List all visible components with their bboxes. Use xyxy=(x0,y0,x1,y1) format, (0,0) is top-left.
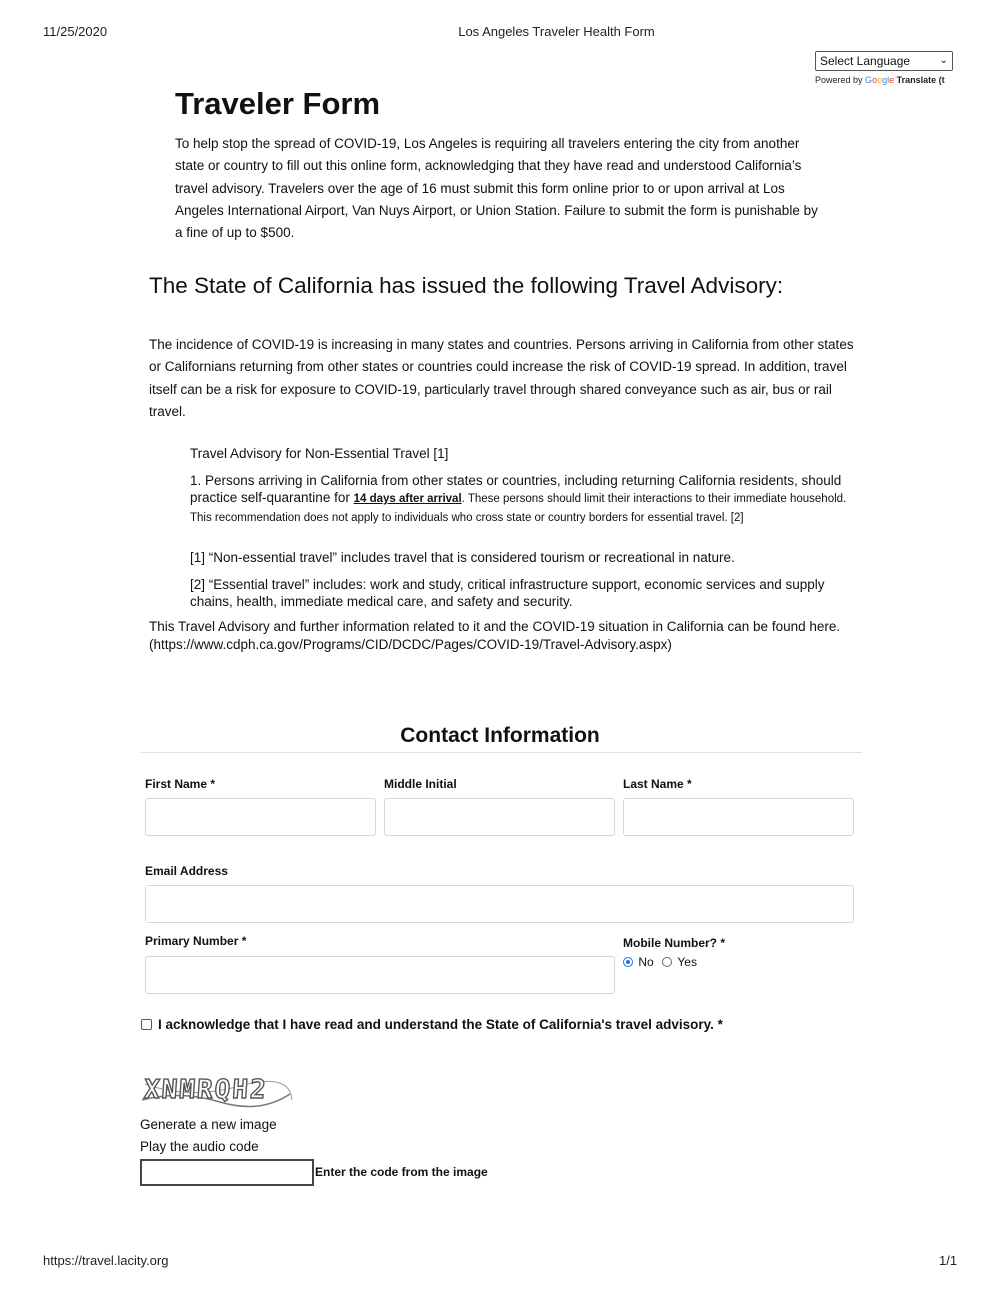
advisory-item-1-part1: 1. Persons arriving in California from other states or countries, including returning California residents, should practice self-quarantine for xyxy=(190,473,842,505)
first-name-input[interactable] xyxy=(145,798,376,836)
print-date: 11/25/2020 xyxy=(43,24,108,39)
acknowledge-checkbox[interactable] xyxy=(141,1019,152,1030)
chevron-down-icon: ⌄ xyxy=(939,55,948,66)
advisory-paragraph: The incidence of COVID-19 is increasing in many states and countries. Persons arriving in California from other states or Californians returning from other states or countries could increase the risk of COVID-19 spread. In addition, travel itself can be a risk for exposure to COVID-19, particularly travel through shared conveyance such as air, bus or rail travel. xyxy=(149,337,854,419)
email-label: Email Address xyxy=(145,864,228,878)
mobile-no-radio[interactable] xyxy=(623,957,633,967)
advisory-item-1-part2: . These persons should limit their interactions to their immediate household. This recommendation does not apply to individuals who cross state or country borders for essential travel. [2] xyxy=(190,493,847,524)
contact-heading: Contact Information xyxy=(400,724,600,747)
page-title: Traveler Form xyxy=(175,86,381,121)
intro-paragraph: To help stop the spread of COVID-19, Los Angeles is requiring all travelers entering the city from another state or country to fill out this online form, acknowledging that they have read and understood California’s travel advisory. Travelers over the age of 16 must submit this form online prior to or upon arrival at Los Angeles International Airport, Van Nuys Airport, or Union Station. Failure to submit the form is punishable by a fine of up to $500. xyxy=(175,136,818,241)
advisory-more-info: This Travel Advisory and further information related to it and the COVID-19 situation in California can be found here. (https://www.cdph.ca.gov/Programs/CID/DCDC/Pages/COVID-19/Travel-Advisory.aspx) xyxy=(149,619,841,652)
section-divider xyxy=(140,752,862,753)
mobile-no-label: No xyxy=(638,955,654,969)
print-url: https://travel.lacity.org xyxy=(43,1253,169,1268)
middle-initial-input[interactable] xyxy=(384,798,615,836)
captcha-image xyxy=(140,1070,295,1114)
advisory-item-1 xyxy=(190,472,855,527)
captcha-input-label: Enter the code from the image xyxy=(315,1165,488,1179)
first-name-label: First Name * xyxy=(145,777,216,791)
google-logo-icon: Google xyxy=(865,75,895,85)
generate-new-image-link[interactable]: Generate a new image xyxy=(140,1117,277,1132)
print-page-number: 1/1 xyxy=(939,1253,958,1268)
last-name-label: Last Name * xyxy=(623,777,692,791)
powered-by-google xyxy=(815,75,945,85)
powered-by-label: Powered by xyxy=(815,75,863,85)
acknowledge-label: I acknowledge that I have read and understand the State of California's travel advisory. * xyxy=(158,1017,723,1032)
language-select-label: Select Language xyxy=(820,54,911,68)
middle-initial-label: Middle Initial xyxy=(384,777,457,791)
play-audio-link[interactable]: Play the audio code xyxy=(140,1139,259,1154)
mobile-options xyxy=(623,955,697,969)
mobile-number-label: Mobile Number? * xyxy=(623,936,726,950)
language-select[interactable] xyxy=(815,51,953,71)
advisory-note-2: [2] “Essential travel” includes: work and study, critical infrastructure support, economic services and supply chains, health, immediate medical care, and safety and security. xyxy=(190,577,825,609)
captcha-input[interactable] xyxy=(140,1159,314,1186)
quarantine-period: 14 days after arrival xyxy=(353,493,462,505)
advisory-subheading: Travel Advisory for Non-Essential Travel [1] xyxy=(190,446,449,461)
print-page-title: Los Angeles Traveler Health Form xyxy=(458,24,655,39)
email-input[interactable] xyxy=(145,885,854,923)
advisory-heading: The State of California has issued the following Travel Advisory: xyxy=(149,273,784,298)
captcha-code: XNMRQH2 xyxy=(142,1075,269,1105)
mobile-yes-radio[interactable] xyxy=(662,957,672,967)
primary-number-label: Primary Number * xyxy=(145,934,247,948)
last-name-input[interactable] xyxy=(623,798,854,836)
primary-number-input[interactable] xyxy=(145,956,615,994)
translate-link[interactable]: Translate (t xyxy=(896,75,945,85)
mobile-yes-label: Yes xyxy=(677,955,697,969)
advisory-note-1: [1] “Non-essential travel” includes travel that is considered tourism or recreational in nature. xyxy=(190,550,735,565)
